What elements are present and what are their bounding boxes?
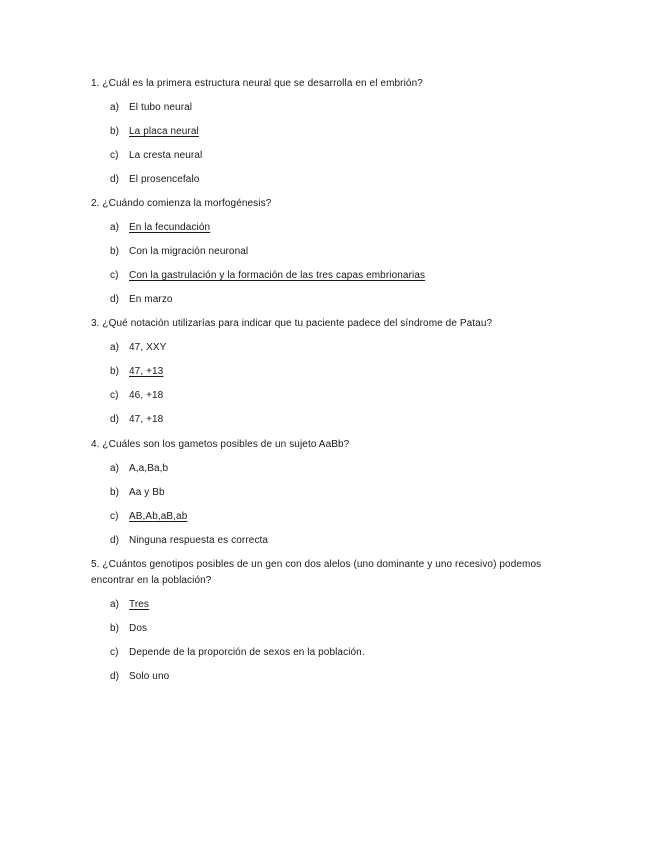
question-4-option-b [110, 486, 165, 500]
option-letter: d) [110, 414, 120, 425]
question-2-option-d [110, 293, 173, 307]
option-text: Solo uno [129, 671, 170, 682]
option-letter: a) [110, 599, 120, 610]
question-4-option-c [110, 510, 187, 524]
option-letter: c) [110, 150, 119, 161]
question-5-option-d [110, 670, 169, 684]
option-text: 47, +18 [129, 414, 164, 425]
option-text: Con la migración neuronal [129, 246, 249, 257]
question-1-option-d [110, 173, 199, 187]
option-letter: b) [110, 623, 120, 634]
option-text: 46, +18 [129, 390, 164, 401]
question-5-option-a [110, 598, 149, 612]
option-letter: c) [110, 270, 119, 281]
question-3-option-b [110, 365, 163, 379]
option-letter: a) [110, 463, 120, 474]
question-2-option-b [110, 245, 248, 259]
question-3-option-c [110, 389, 163, 403]
option-letter: b) [110, 487, 120, 498]
option-text: Con la gastrulación y la formación de las tres capas embrionarias [129, 270, 426, 281]
option-letter: d) [110, 294, 120, 305]
option-text: En marzo [129, 294, 173, 305]
option-letter: c) [110, 511, 119, 522]
option-text: Dos [129, 623, 148, 634]
question-5-option-b [110, 622, 147, 636]
question-2-text: 2. ¿Cuándo comienza la morfogénesis? [91, 198, 272, 209]
option-text: Depende de la proporción de sexos en la población. [129, 647, 365, 658]
option-text: Ninguna respuesta es correcta [129, 535, 269, 546]
question-2-option-c [110, 269, 425, 283]
question-4-option-a [110, 462, 168, 476]
question-3-text: 3. ¿Qué notación utilizarías para indicar que tu paciente padece del síndrome de Patau? [91, 318, 493, 329]
option-letter: b) [110, 246, 120, 257]
option-text: 47, +13 [129, 366, 164, 377]
option-text: La placa neural [129, 126, 199, 137]
question-5-option-c [110, 646, 365, 660]
option-letter: a) [110, 102, 120, 113]
option-letter: c) [110, 647, 119, 658]
option-text: AB,Ab,aB,ab [129, 511, 188, 522]
question-3-option-a [110, 341, 166, 355]
question-3-option-d [110, 413, 163, 427]
option-letter: a) [110, 222, 120, 233]
option-text: Tres [129, 599, 150, 610]
option-text: La cresta neural [129, 150, 203, 161]
option-text: El prosencefalo [129, 174, 200, 185]
option-text: Aa y Bb [129, 487, 165, 498]
question-1-option-a [110, 101, 192, 115]
question-5-text: 5. ¿Cuántos genotipos posibles de un gen con dos alelos (uno dominante y uno recesivo) podemos encontrar en la población? [91, 559, 542, 586]
question-4-option-d [110, 534, 268, 548]
option-letter: d) [110, 671, 120, 682]
question-1-option-b [110, 125, 199, 139]
option-letter: b) [110, 366, 120, 377]
question-1-text: 1. ¿Cuál es la primera estructura neural que se desarrolla en el embrión? [91, 78, 423, 89]
question-1-option-c [110, 149, 202, 163]
option-text: En la fecundación [129, 222, 211, 233]
option-letter: d) [110, 535, 120, 546]
option-letter: c) [110, 390, 119, 401]
option-text: A,a,Ba,b [129, 463, 169, 474]
question-4-text: 4. ¿Cuáles son los gametos posibles de un sujeto AaBb? [91, 439, 350, 450]
option-text: El tubo neural [129, 102, 193, 113]
option-letter: d) [110, 174, 120, 185]
option-letter: b) [110, 126, 120, 137]
option-letter: a) [110, 342, 120, 353]
question-2-option-a [110, 221, 210, 235]
option-text: 47, XXY [129, 342, 167, 353]
